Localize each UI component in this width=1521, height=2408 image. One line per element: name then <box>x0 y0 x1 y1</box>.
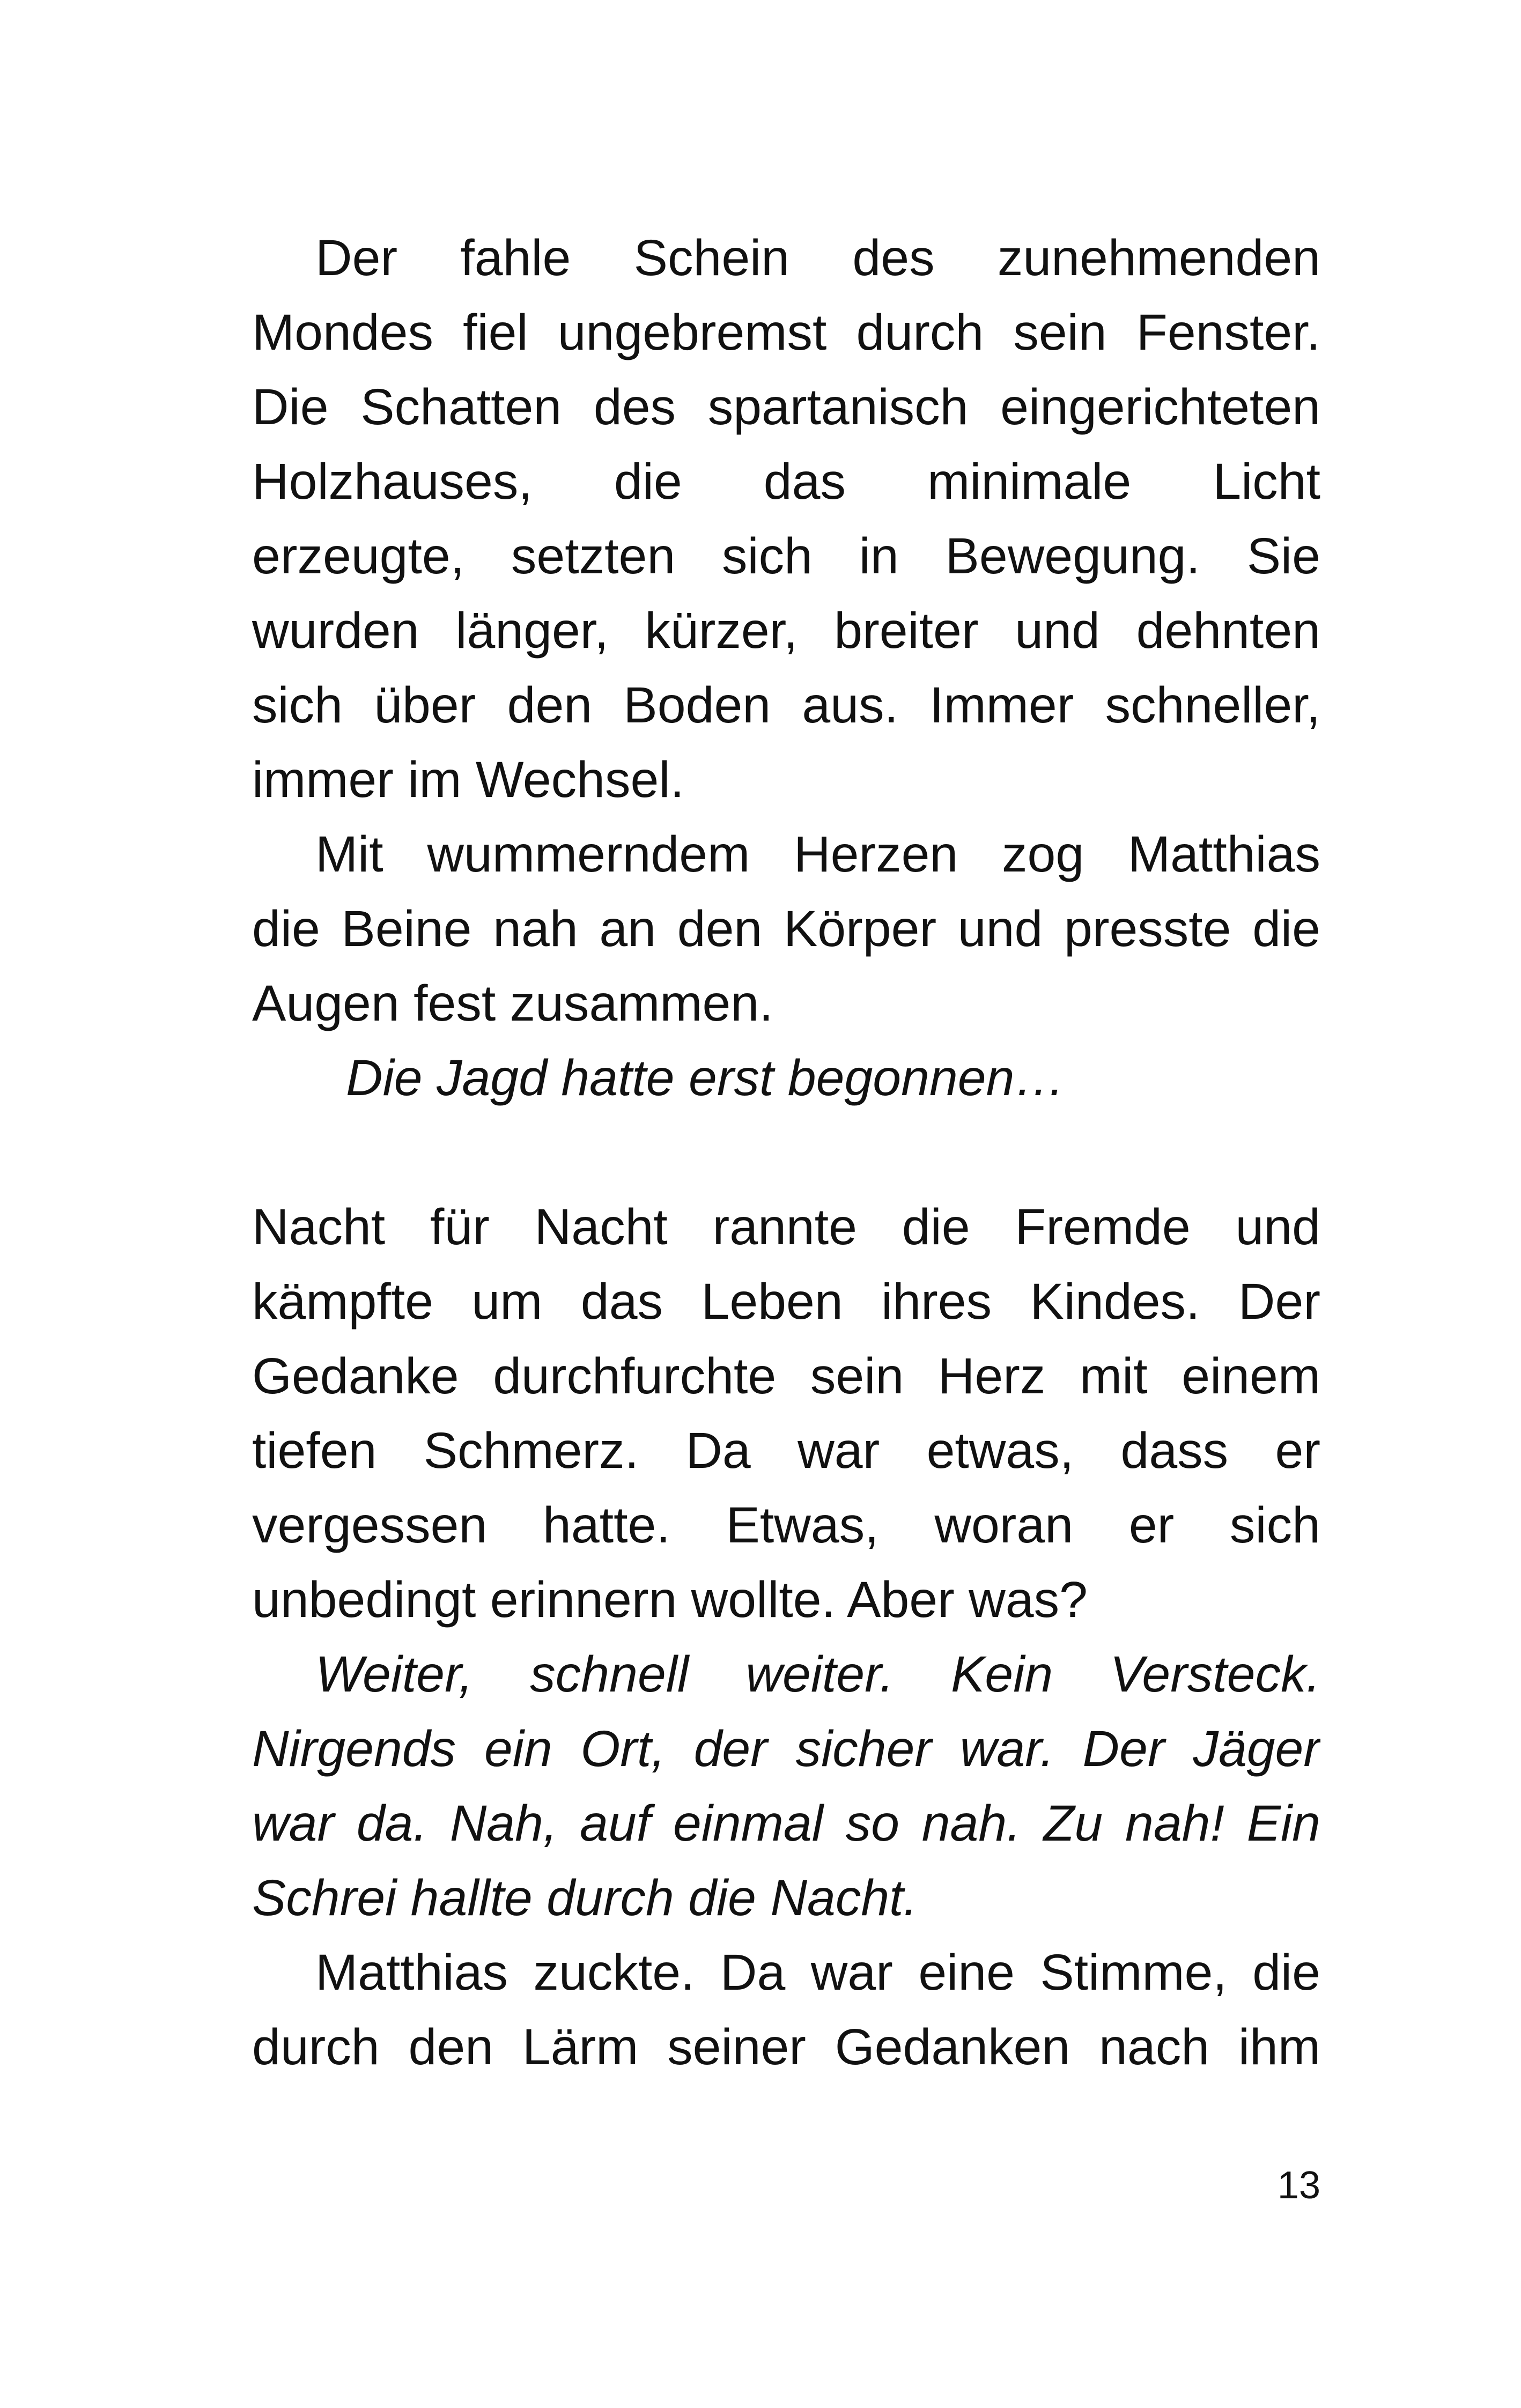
text-line: erzeugte, setzten sich in Bewegung. Sie <box>252 528 1320 585</box>
text-line: Mit wummerndem Herzen zog Matthias <box>315 826 1320 883</box>
text-line: Holzhauses, die das minimale Licht <box>252 453 1320 510</box>
text-line: durch den Lärm seiner Gedanken nach ihm <box>252 2019 1320 2075</box>
text-line: tiefen Schmerz. Da war etwas, dass er <box>252 1422 1320 1479</box>
text-line: Augen fest zusammen. <box>252 975 773 1032</box>
italic-text-line: war da. Nah, auf einmal so nah. Zu nah! Ein <box>252 1795 1320 1852</box>
text-line: kämpfte um das Leben ihres Kindes. Der <box>252 1273 1320 1330</box>
text-line: Nacht für Nacht rannte die Fremde und <box>252 1199 1320 1255</box>
text-line: unbedingt erinnern wollte. Aber was? <box>252 1571 1088 1628</box>
italic-text-line: Die Jagd hatte erst begonnen… <box>346 1050 1066 1106</box>
text-line: wurden länger, kürzer, breiter und dehnten <box>252 602 1320 659</box>
text-line: Matthias zuckte. Da war eine Stimme, die <box>315 1944 1320 2001</box>
italic-text-line: Schrei hallte durch die Nacht. <box>252 1870 918 1926</box>
body-text <box>252 221 1320 2085</box>
text-line: Gedanke durchfurchte sein Herz mit einem <box>252 1348 1320 1405</box>
italic-text-line: Nirgends ein Ort, der sicher war. Der Jäger <box>252 1720 1320 1777</box>
text-line: vergessen hatte. Etwas, woran er sich <box>252 1497 1320 1554</box>
text-line: sich über den Boden aus. Immer schneller, <box>252 677 1320 734</box>
text-line: die Beine nah an den Körper und presste die <box>252 900 1320 957</box>
page-number: 13 <box>1277 2164 1320 2207</box>
text-line: Die Schatten des spartanisch eingerichteten <box>252 379 1320 435</box>
text-line: immer im Wechsel. <box>252 751 684 808</box>
text-line: Der fahle Schein des zunehmenden <box>315 230 1320 286</box>
text-line: Mondes fiel ungebremst durch sein Fenster. <box>252 304 1320 361</box>
italic-text-line: Weiter, schnell weiter. Kein Versteck. <box>315 1646 1320 1703</box>
section-break <box>252 1116 1320 1190</box>
